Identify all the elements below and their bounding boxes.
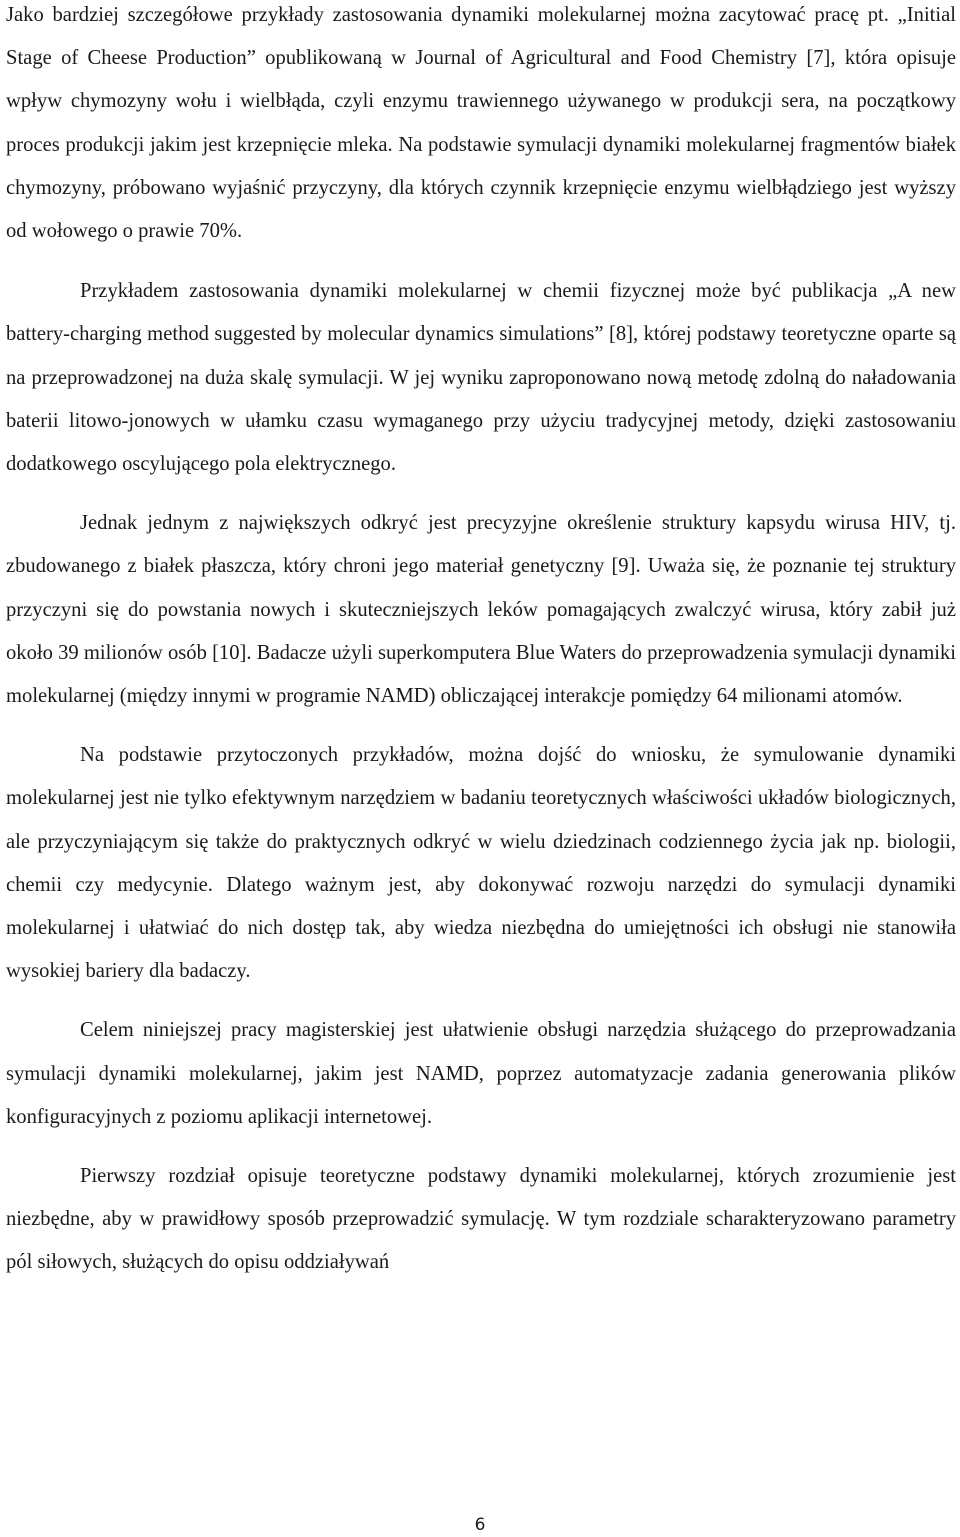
document-page xyxy=(6,0,956,1285)
paragraph-first-chapter-outline: Pierwszy rozdział opisuje teoretyczne podstawy dynamiki molekularnej, których zrozumienie jest niezbędne, aby w prawidłowy sposób przeprowadzić symulację. W tym rozdziale scharakteryzowano parametry pól siłowych, służących do opisu oddziaływań xyxy=(6,1165,956,1274)
paragraph-battery-charging-example: Przykładem zastosowania dynamiki molekularnej w chemii fizycznej może być publikacja „A new battery-charging method suggested by molecular dynamics simulations” [8], której podstawy teoretyczne oparte są na przeprowadzonej na duża skalę symulacji. W jej wyniku zaproponowano nową metodę zdolną do naładowania baterii litowo-jonowych w ułamku czasu wymaganego przy użyciu tradycyjnej metody, dzięki zastosowaniu dodatkowego oscylującego pola elektrycznego. xyxy=(6,280,956,476)
paragraph-cheese-production-example: Jako bardziej szczegółowe przykłady zastosowania dynamiki molekularnej można zacytować pracę pt. „Initial Stage of Cheese Production” opublikowaną w Journal of Agricultural and Food Chemistry [7], która opisuje wpływ chymozyny wołu i wielbłąda, czyli enzymu trawiennego używanego w produkcji sera, na początkowy proces produkcji jakim jest krzepnięcie mleka. Na podstawie symulacji dynamiki molekularnej fragmentów białek chymozyny, próbowano wyjaśnić przyczyny, dla których czynnik krzepnięcie enzymu wielbłądziego jest wyższy od wołowego o prawie 70%. xyxy=(6,4,956,243)
paragraph-conclusion: Na podstawie przytoczonych przykładów, można dojść do wniosku, że symulowanie dynamiki molekularnej jest nie tylko efektywnym narzędziem w badaniu teoretycznych właściwości układów biologicznych, ale przyczyniającym się także do praktycznych odkryć w wielu dziedzinach codziennego życia jak np. biologii, chemii czy medycynie. Dlatego ważnym jest, aby dokonywać rozwoju narzędzi do symulacji dynamiki molekularnej i ułatwiać do nich dostęp tak, aby wiedza niezbędna do umiejętności ich obsługi nie stanowiła wysokiej bariery dla badaczy. xyxy=(6,744,956,983)
paragraph-thesis-goal: Celem niniejszej pracy magisterskiej jest ułatwienie obsługi narzędzia służącego do przeprowadzania symulacji dynamiki molekularnej, jakim jest NAMD, poprzez automatyzacje zadania generowania plików konfiguracyjnych z poziomu aplikacji internetowej. xyxy=(6,1019,956,1128)
paragraph-hiv-capsid-example: Jednak jednym z największych odkryć jest precyzyjne określenie struktury kapsydu wirusa HIV, tj. zbudowanego z białek płaszcza, który chroni jego materiał genetyczny [9]. Uważa się, że poznanie tej struktury przyczyni się do powstania nowych i skuteczniejszych leków pomagających zwalczyć wirusa, który zabił już około 39 milionów osób [10]. Badacze użyli superkomputera Blue Waters do przeprowadzenia symulacji dynamiki molekularnej (między innymi w programie NAMD) obliczającej interakcje pomiędzy 64 milionami atomów. xyxy=(6,512,956,708)
page-number: 6 xyxy=(474,1515,486,1535)
